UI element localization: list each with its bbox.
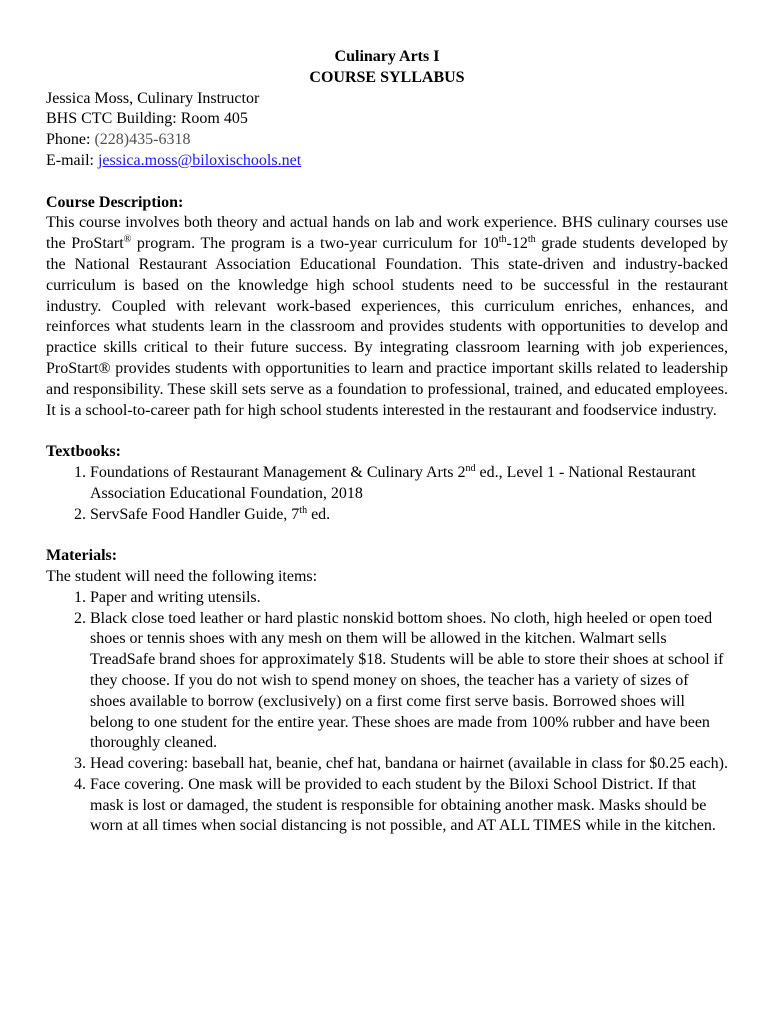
materials-list bbox=[46, 588, 728, 838]
list-item: 2. Black close toed leather or hard plastic nonskid bottom shoes. No cloth, high heeled or open toed shoes or tennis shoes with any mesh on them will be allowed in the kitchen. Walmart sells TreadSafe brand shoes for approximately $18. Students will be able to store their shoes at school if they choose. If you do not wish to spend money on shoes, the teacher has a variety of sizes of shoes available to borrow (exclusively) on a first come first serve basis. Borrowed shoes will belong to one student for the entire year. These shoes are made from 100% rubber and have been thoroughly cleaned. bbox=[90, 609, 728, 755]
list-item: 4. Face covering. One mask will be provided to each student by the Biloxi School District. If that mask is lost or damaged, the student is responsible for obtaining another mask. Masks should be worn at all times when social distancing is not possible, and AT ALL TIMES while in the kitchen. bbox=[90, 775, 728, 837]
document-subtitle: COURSE SYLLABUS bbox=[309, 68, 465, 86]
textbooks-list bbox=[46, 463, 728, 525]
phone-line bbox=[46, 130, 728, 151]
materials-intro: The student will need the following items: bbox=[46, 567, 318, 585]
syllabus-page bbox=[46, 47, 728, 837]
phone-number: (228)435-6318 bbox=[94, 131, 191, 149]
materials-heading: Materials: bbox=[46, 547, 118, 565]
course-description-heading: Course Description: bbox=[46, 193, 184, 211]
list-item: 2. ServSafe Food Handler Guide, 7th ed. bbox=[90, 505, 728, 526]
course-title: Culinary Arts I bbox=[334, 48, 440, 65]
course-description-text: This course involves both theory and actual hands on lab and work experience. BHS culinary courses use the ProStart® program. The program is a two-year curriculum for 10th-12th grade students developed by the National Restaurant Association Educational Foundation. This state-driven and industry-backed curriculum is based on the knowledge high school students need to be successful in the restaurant industry. Coupled with relevant work-based experiences, this curriculum enriches, enhances, and reinforces what students learn in the classroom and provides students with opportunities to develop and practice skills critical to their future success. By integrating classroom learning with job experiences, ProStart® provides students with opportunities to learn and practice important skills related to leadership and responsibility. These skill sets serve as a foundation to professional, trained, and educated employees. It is a school-to-career path for high school students interested in the restaurant and foodservice industry. bbox=[46, 214, 728, 419]
email-link[interactable]: jessica.moss@biloxischools.net bbox=[97, 151, 302, 169]
textbooks-heading: Textbooks: bbox=[46, 443, 121, 461]
instructor-name: Jessica Moss, Culinary Instructor bbox=[46, 89, 260, 107]
list-item: 1. Paper and writing utensils. bbox=[90, 588, 728, 609]
room-location: BHS CTC Building: Room 405 bbox=[46, 110, 248, 128]
list-item: 3. Head covering: baseball hat, beanie, chef hat, bandana or hairnet (available in class for $0.25 each). bbox=[90, 754, 728, 775]
list-item: 1. Foundations of Restaurant Management & Culinary Arts 2nd ed., Level 1 - National Restaurant Association Educational Foundation, 2018 bbox=[90, 463, 728, 505]
email-label: E-mail: bbox=[46, 151, 98, 169]
phone-label: Phone: bbox=[46, 131, 95, 149]
email-line bbox=[46, 151, 728, 172]
